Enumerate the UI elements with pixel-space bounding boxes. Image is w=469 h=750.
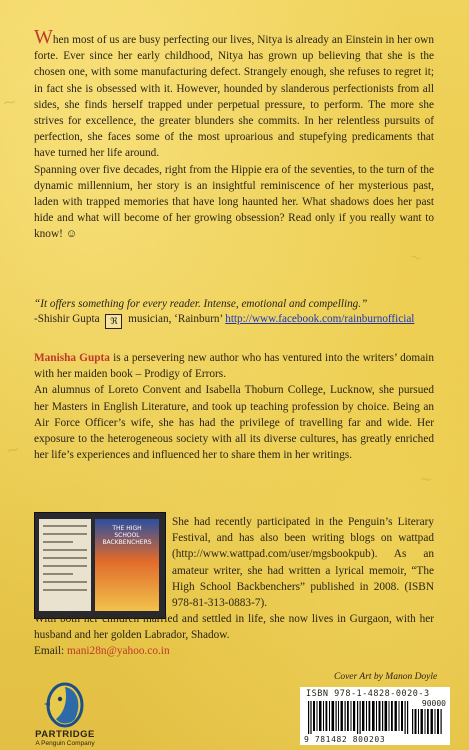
publisher-name: PARTRIDGE — [35, 729, 95, 740]
bio-paragraph-2: An alumnus of Loreto Convent and Isabella Thoburn College, Lucknow, she pursued her Masters in English Literature, and took up teaching profession by choice. Being an Air Force Officer’s wife, she has had the privilege of travelling far and wide. Her exposure to the heterogeneous society with all its diverse cultures, has greatly enriched her life’s experiences and influenced her to share them in her writings. — [34, 384, 434, 462]
quote-role: musician, ‘Rainburn’ — [128, 313, 223, 325]
facebook-link[interactable]: http://www.facebook.com/rainburnofficial — [225, 313, 415, 325]
background-scribble: ~ — [407, 248, 425, 268]
bio-closing-block — [34, 611, 434, 660]
rainburn-emblem-icon: ℜ — [105, 314, 122, 329]
blurb-paragraph-2: Spanning over five decades, right from the Hippie era of the seventies, to the turn of the dynamic millennium, her story is an insightful reminiscence of her mysterious past, laden with trapped memories that have long haunted her. What shadows does her past hide and what will become of her growing obsession? Read only if you really want to know! ☺ — [34, 163, 434, 241]
bio-intro: is a persevering new author who has ventured into the writers’ domain with her maiden book – Prodigy of Errors. — [34, 352, 434, 381]
isbn-barcode — [300, 687, 450, 745]
book-blurb — [34, 26, 434, 243]
bio-paragraph-3: She had recently participated in the Penguin’s Literary Festival, and has also been writing blogs on wattpad (http://www.wattpad.com/user/mgsbookpub). As an amateur writer, she had written a lyrical memoir, “The High School Backbenchers” published in 2008. (ISBN 978-81-313-0883-7). — [172, 516, 434, 610]
email-address[interactable]: mani28n@yahoo.co.in — [66, 645, 170, 658]
book-front-cover — [95, 519, 159, 611]
bio-paragraph-4: With both her children married and settled in life, she now lives in Gurgaon, with her husband and her golden Labrador, Shadow. — [34, 613, 434, 642]
drop-cap: W — [34, 26, 53, 48]
partridge-bird-icon — [30, 677, 100, 729]
partridge-logo — [30, 677, 100, 747]
background-scribble: ~ — [418, 469, 434, 489]
cover-art-credit: Cover Art by Manon Doyle — [334, 672, 438, 682]
barcode-bars-icon — [308, 701, 410, 734]
quote-attribution-line — [34, 312, 444, 329]
book-back-cover — [39, 519, 91, 611]
price-code: 90000 — [421, 699, 446, 708]
book-thumbnail-image — [34, 512, 166, 619]
barcode-number: 9 781482 800203 — [304, 735, 386, 744]
price-barcode-icon — [412, 709, 444, 734]
isbn-text: ISBN 978-1-4828-0020-3 — [306, 689, 430, 699]
bio-paragraph-3-block — [172, 514, 434, 611]
email-label: Email: — [34, 645, 67, 658]
publisher-tagline: A Penguin Company — [35, 740, 95, 747]
book-thumbnail-title: THE HIGH SCHOOL BACKBENCHERS — [102, 525, 152, 546]
quote-attribution: -Shishir Gupta — [34, 313, 100, 325]
review-quote — [34, 297, 444, 329]
quote-text: “It offers something for every reader. Intense, emotional and compelling.” — [34, 298, 368, 310]
author-name: Manisha Gupta — [34, 352, 110, 364]
background-scribble: ~ — [4, 438, 22, 461]
author-bio — [34, 350, 434, 463]
blurb-paragraph-1: hen most of us are busy perfecting our lives, Nitya is already an Einstein in her own forte. Ever since her early childhood, Nitya has grown up believing that she is the chosen one, with some manufacturing defect. Strangely enough, she refuses to regret it; in fact she is obsessed with it. However, hounded by slanderous perfectionists from all sides, she finds herself trapped under perpetual pressure, to perform. The more she strives for excellence, the greater blunders she commits. In her relentless pursuits of perfection, she faces some of the most uproarious and stupefying predicaments that have turned her life around. — [34, 34, 434, 160]
background-scribble: ~ — [0, 91, 19, 114]
